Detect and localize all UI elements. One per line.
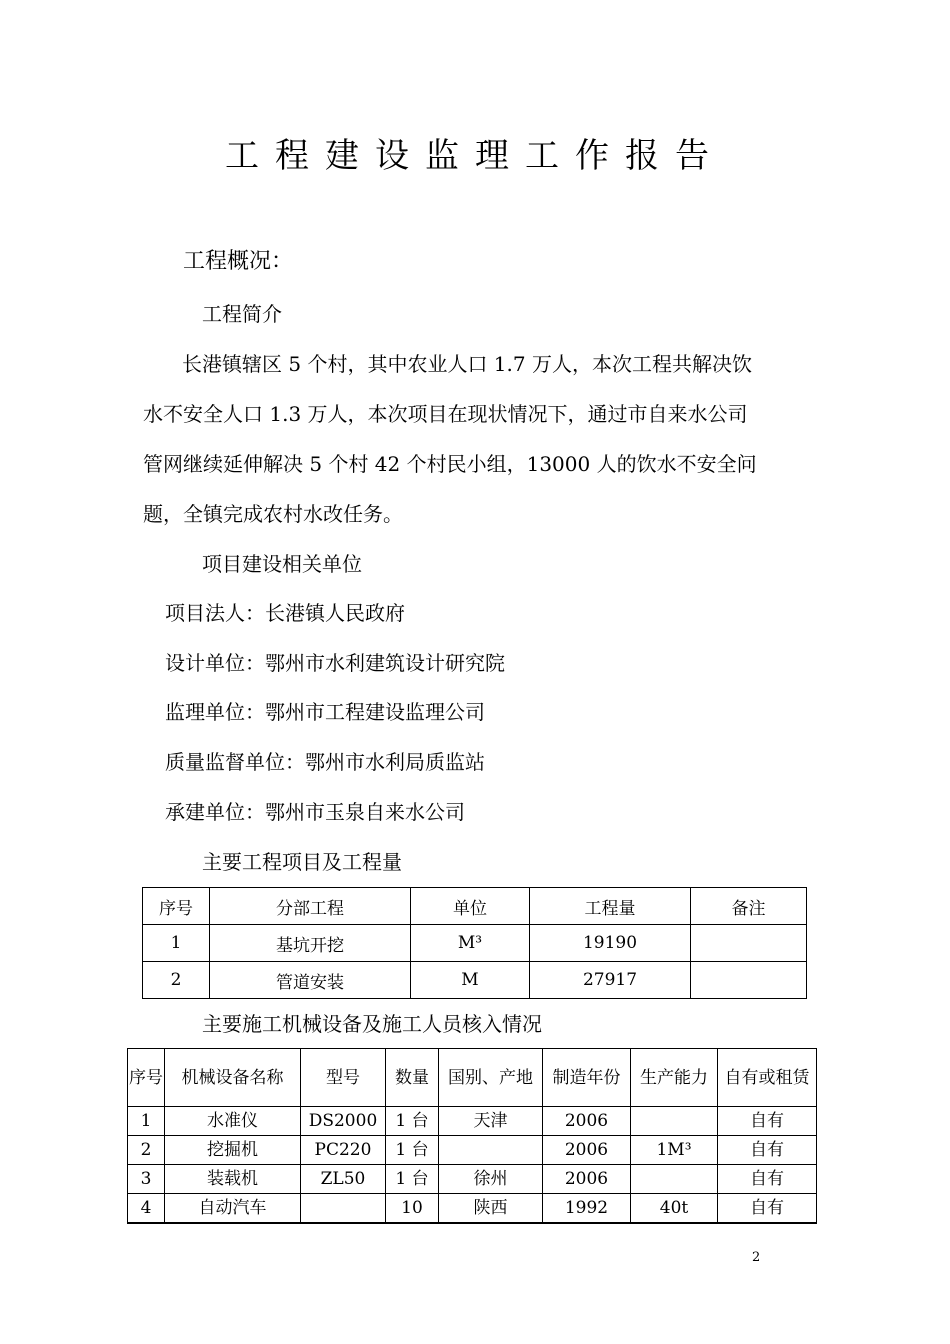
table-cell: 19190	[530, 925, 691, 962]
table-cell: 1992	[543, 1194, 631, 1223]
table-cell	[691, 925, 807, 962]
table-header-cell: 数量	[386, 1049, 439, 1107]
table-cell	[691, 962, 807, 999]
table-cell: 自动汽车	[165, 1194, 301, 1223]
intro-line-3: 管网继续延伸解决 5 个村 42 个村民小组，13000 人的饮水不安全问	[143, 452, 757, 476]
table-header-cell: 国别、产地	[439, 1049, 543, 1107]
unit-item-contractor: 承建单位：鄂州市玉泉自来水公司	[165, 800, 465, 824]
intro-line-2: 水不安全人口 1.3 万人，本次项目在现状情况下，通过市自来水公司	[143, 402, 748, 426]
table-row	[143, 962, 807, 999]
table-header-cell: 机械设备名称	[165, 1049, 301, 1107]
quantities-heading: 主要工程项目及工程量	[202, 850, 402, 874]
table-cell: 天津	[439, 1107, 543, 1136]
table-cell: PC220	[301, 1136, 386, 1165]
table-header-cell: 型号	[301, 1049, 386, 1107]
table-cell: 2006	[543, 1107, 631, 1136]
unit-item-legal: 项目法人：长港镇人民政府	[165, 601, 405, 625]
table-header-cell: 工程量	[530, 888, 691, 925]
table-cell: 1 台	[386, 1136, 439, 1165]
table-header-cell: 备注	[691, 888, 807, 925]
table-cell: 装载机	[165, 1165, 301, 1194]
equipment-heading: 主要施工机械设备及施工人员核入情况	[202, 1012, 542, 1036]
table-cell: 10	[386, 1194, 439, 1223]
unit-item-design: 设计单位：鄂州市水利建筑设计研究院	[165, 651, 505, 675]
table-header-cell: 单位	[411, 888, 530, 925]
table-cell: 自有	[718, 1194, 817, 1223]
table-cell: 自有	[718, 1107, 817, 1136]
table-cell: 2	[143, 962, 210, 999]
table-cell: 自有	[718, 1165, 817, 1194]
table-cell: 2006	[543, 1165, 631, 1194]
table-cell: 1	[143, 925, 210, 962]
table-header-cell: 分部工程	[210, 888, 411, 925]
intro-heading: 工程简介	[202, 302, 282, 326]
table-cell: M	[411, 962, 530, 999]
table-cell: 40t	[631, 1194, 718, 1223]
table-cell: 管道安装	[210, 962, 411, 999]
table-cell: 27917	[530, 962, 691, 999]
section-heading: 工程概况：	[183, 249, 294, 274]
table-cell: 3	[128, 1165, 165, 1194]
table-cell: M³	[411, 925, 530, 962]
table-cell: 2	[128, 1136, 165, 1165]
table-header-cell: 制造年份	[543, 1049, 631, 1107]
table-cell: 1	[128, 1107, 165, 1136]
page-number: 2	[752, 1250, 761, 1265]
unit-item-supervision: 监理单位：鄂州市工程建设监理公司	[165, 700, 485, 724]
table-row	[128, 1194, 817, 1223]
unit-item-quality: 质量监督单位：鄂州市水利局质监站	[165, 750, 485, 774]
table-cell: 4	[128, 1194, 165, 1223]
table-cell: 1M³	[631, 1136, 718, 1165]
table-cell	[631, 1165, 718, 1194]
table-cell: 陕西	[439, 1194, 543, 1223]
table-cell: 挖掘机	[165, 1136, 301, 1165]
table-cell: 1 台	[386, 1107, 439, 1136]
table-cell: 自有	[718, 1136, 817, 1165]
equipment-table	[127, 1048, 817, 1224]
intro-line-4: 题，全镇完成农村水改任务。	[143, 502, 403, 526]
page-title: 工程建设监理工作报告	[225, 136, 725, 176]
table-header-cell: 序号	[128, 1049, 165, 1107]
table-cell: 水准仪	[165, 1107, 301, 1136]
table-cell: ZL50	[301, 1165, 386, 1194]
table-cell	[439, 1136, 543, 1165]
table-cell: 2006	[543, 1136, 631, 1165]
table-header-row	[143, 888, 807, 925]
table-cell: DS2000	[301, 1107, 386, 1136]
table-row	[128, 1107, 817, 1136]
intro-line-1: 长港镇辖区 5 个村，其中农业人口 1.7 万人，本次工程共解决饮	[182, 352, 752, 376]
units-heading: 项目建设相关单位	[202, 552, 362, 576]
table-cell	[301, 1194, 386, 1223]
table-header-row	[128, 1049, 817, 1107]
quantities-table	[142, 887, 807, 999]
table-header-cell: 自有或租赁	[718, 1049, 817, 1107]
table-header-cell: 序号	[143, 888, 210, 925]
table-header-cell: 生产能力	[631, 1049, 718, 1107]
table-row	[143, 925, 807, 962]
table-cell: 基坑开挖	[210, 925, 411, 962]
table-cell	[631, 1107, 718, 1136]
table-cell: 徐州	[439, 1165, 543, 1194]
table-row	[128, 1165, 817, 1194]
table-row	[128, 1136, 817, 1165]
table-cell: 1 台	[386, 1165, 439, 1194]
